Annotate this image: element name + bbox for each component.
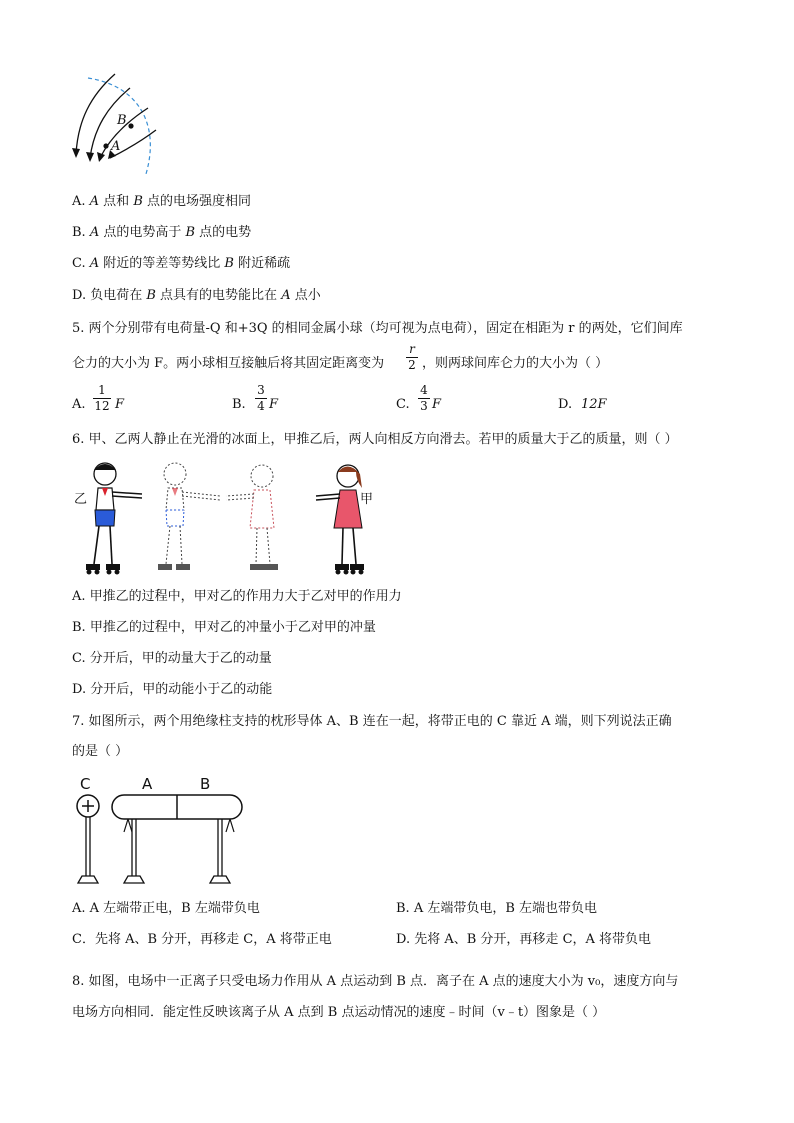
field-label-b: B <box>117 113 127 128</box>
q5-option-c-letter[interactable]: C. <box>396 397 410 412</box>
field-label-a: A <box>111 139 121 154</box>
q4-option-b[interactable]: B. A 点的电势高于 B 点的电势 <box>72 225 252 240</box>
q7-stem-line2: 的是（ ） <box>72 744 129 759</box>
q7-option-b[interactable]: B. A 左端带负电，B 左端也带负电 <box>396 901 598 916</box>
fig-label-a: A <box>142 775 153 793</box>
skaters-figure <box>80 458 370 578</box>
q5-option-c-fraction[interactable]: 4 3 <box>418 384 430 413</box>
label-jia: 甲 <box>360 492 374 507</box>
q7-option-a[interactable]: A. A 左端带正电，B 左端带负电 <box>72 901 260 916</box>
q5-option-d-letter[interactable]: D. <box>558 397 573 412</box>
q4-option-c[interactable]: C. A 附近的等差等势线比 B 附近稀疏 <box>72 256 291 271</box>
q5-option-b-letter[interactable]: B. <box>232 397 246 412</box>
q6-option-d[interactable]: D. 分开后，甲的动能小于乙的动能 <box>72 682 273 697</box>
q6-option-b[interactable]: B. 甲推乙的过程中，甲对乙的冲量小于乙对甲的冲量 <box>72 620 376 635</box>
q8-stem-line1: 8. 如图，电场中一正离子只受电场力作用从 A 点运动到 B 点．离子在 A 点的速度大小为 v₀，速度方向与 <box>72 974 679 989</box>
q5-stem-line1: 5. 两个分别带有电荷量-Q 和+3Q 的相同金属小球（均可视为点电荷），固定在相距为 r 的两处，它们间库 <box>72 321 683 336</box>
q6-option-c[interactable]: C. 分开后，甲的动量大于乙的动量 <box>72 651 272 666</box>
q5-stem-line2a: 仑力的大小为 F。两小球相互接触后将其固定距离变为 <box>72 356 385 371</box>
label-yi: 乙 <box>74 492 88 507</box>
q4-option-a[interactable]: A. A 点和 B 点的电场强度相同 <box>72 194 252 209</box>
q5-option-d-value: 12F <box>581 397 607 412</box>
frac-denominator: 2 <box>408 358 416 372</box>
q4-option-d[interactable]: D. 负电荷在 B 点具有的电势能比在 A 点小 <box>72 288 321 303</box>
q7-stem-line1: 7. 如图所示，两个用绝缘柱支持的枕形导体 A、B 连在一起，将带正电的 C 靠近 A 端，则下列说法正确 <box>72 714 672 729</box>
fig-label-c: C <box>80 775 91 793</box>
q7-option-c[interactable]: C．先将 A、B 分开，再移走 C，A 将带正电 <box>72 932 332 947</box>
q8-stem-line2: 电场方向相同．能定性反映该离子从 A 点到 B 点运动情况的速度﹣时间（v﹣t）图象是（ ） <box>72 1005 606 1020</box>
q6-stem: 6. 甲、乙两人静止在光滑的冰面上，甲推乙后，两人向相反方向滑去。若甲的质量大于乙的质量，则（ ） <box>72 432 678 447</box>
q5-stem-fraction <box>406 343 418 372</box>
q6-option-a[interactable]: A. 甲推乙的过程中，甲对乙的作用力大于乙对甲的作用力 <box>72 589 402 604</box>
q5-option-c-var: F <box>432 397 442 412</box>
q5-stem-line2b: ，则两球间库仑力的大小为（ ） <box>422 356 609 371</box>
q5-option-a-var: F <box>115 397 125 412</box>
conductor-figure <box>70 792 260 888</box>
q7-option-d[interactable]: D. 先将 A、B 分开，再移走 C，A 将带负电 <box>396 932 652 947</box>
q5-option-b-fraction[interactable]: 3 4 <box>255 384 267 413</box>
frac-numerator: r <box>409 342 415 356</box>
q5-option-a-fraction[interactable]: 1 12 <box>94 383 110 413</box>
fig-label-b: B <box>200 775 211 793</box>
q5-option-a-letter[interactable]: A. <box>72 397 86 412</box>
q5-option-b-var: F <box>269 397 279 412</box>
